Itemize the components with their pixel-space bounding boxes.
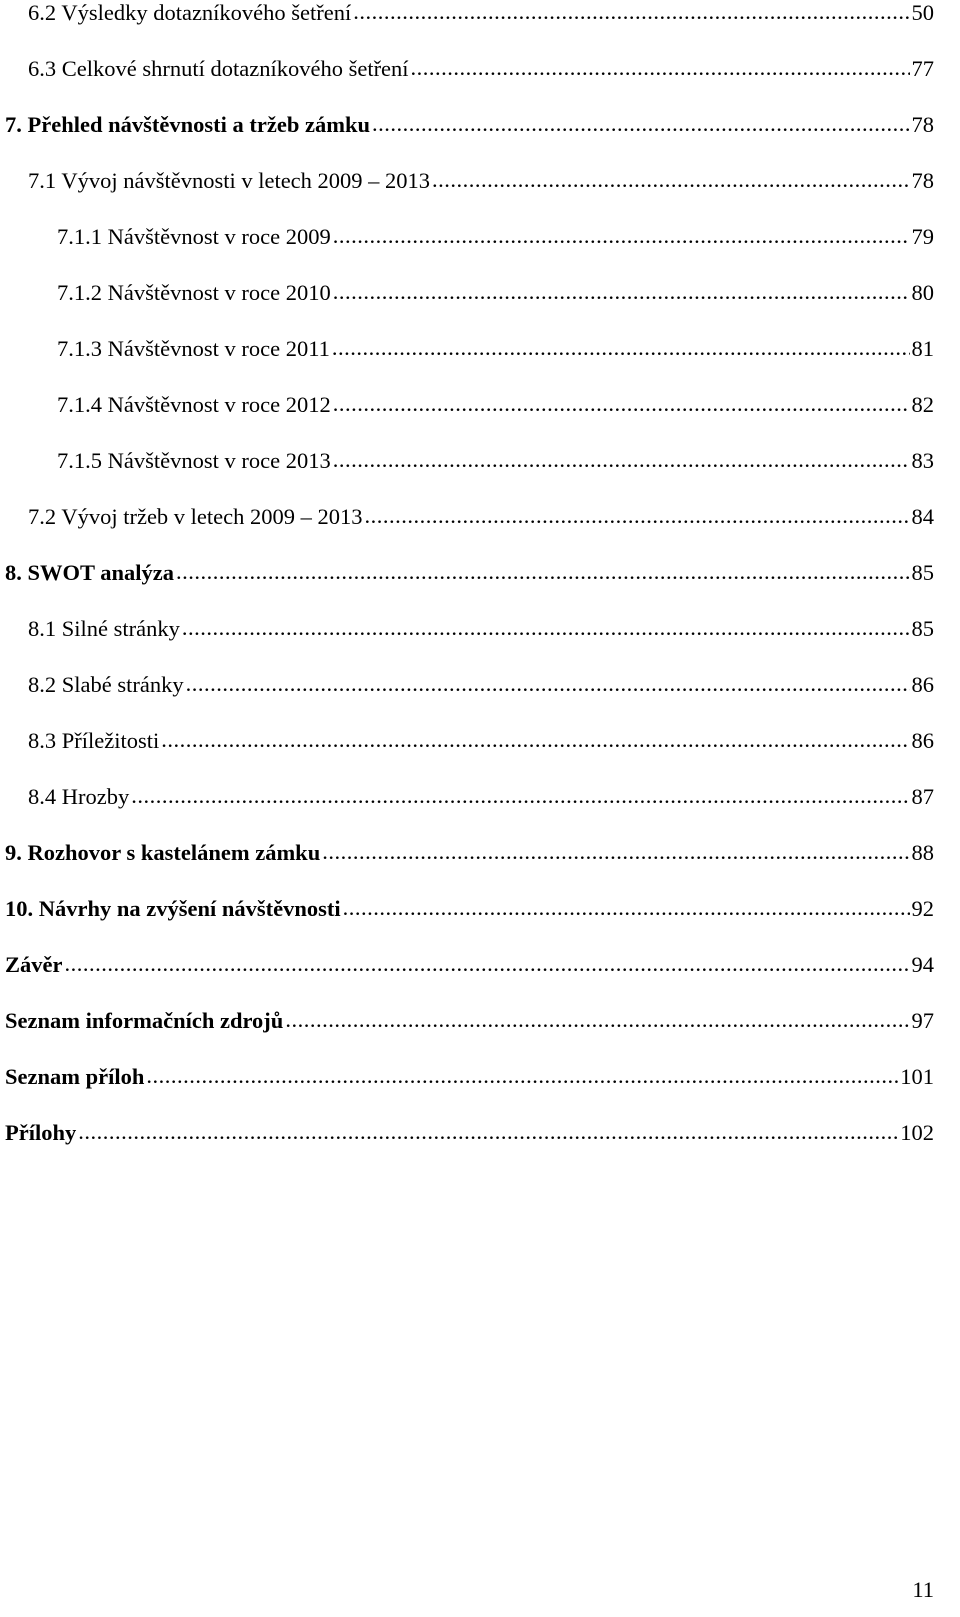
toc-dot-leader (146, 1061, 898, 1091)
toc-dot-leader (285, 1005, 909, 1035)
toc-entry[interactable] (0, 558, 934, 588)
toc-entry-page: 80 (911, 280, 934, 305)
toc-entry-title: 7. Přehled návštěvnosti a tržeb zámku (5, 112, 370, 137)
toc-dot-leader (176, 557, 910, 587)
toc-entry-title: 7.1.3 Návštěvnost v roce 2011 (57, 336, 330, 361)
toc-dot-leader (372, 109, 910, 139)
toc-dot-leader (432, 165, 909, 195)
toc-entry[interactable] (0, 0, 934, 28)
toc-entry-page: 78 (911, 168, 934, 193)
toc-dot-leader (333, 221, 910, 251)
toc-entry-page: 92 (911, 896, 934, 921)
toc-entry[interactable] (0, 1006, 934, 1036)
toc-entry-page: 79 (911, 224, 934, 249)
toc-dot-leader (322, 837, 909, 867)
toc-entry-title: 7.1.4 Návštěvnost v roce 2012 (57, 392, 331, 417)
toc-entry-title: 7.1.1 Návštěvnost v roce 2009 (57, 224, 331, 249)
toc-entry-page: 77 (911, 56, 934, 81)
toc-entry-title: 7.1 Vývoj návštěvnosti v letech 2009 – 2013 (28, 168, 431, 193)
toc-entry-page: 86 (911, 672, 934, 697)
toc-entry-title: 8. SWOT analýza (5, 560, 174, 585)
toc-entry-title: 6.3 Celkové shrnutí dotazníkového šetření (28, 56, 409, 81)
toc-entry[interactable] (0, 390, 934, 420)
toc-entry-page: 87 (911, 784, 934, 809)
toc-entry-page: 82 (911, 392, 934, 417)
toc-dot-leader (131, 781, 909, 811)
toc-dot-leader (333, 277, 910, 307)
toc-entry[interactable] (0, 166, 934, 196)
toc-entry-page: 88 (911, 840, 934, 865)
toc-dot-leader (332, 333, 910, 363)
toc-entry-page: 101 (900, 1064, 934, 1089)
toc-entry[interactable] (0, 110, 934, 140)
toc-dot-leader (333, 389, 910, 419)
toc-dot-leader (343, 893, 910, 923)
toc-dot-leader (365, 501, 910, 531)
toc-entry-title: 6.2 Výsledky dotazníkového šetření (28, 0, 352, 25)
toc-entry[interactable] (0, 54, 934, 84)
toc-entry-page: 85 (911, 560, 934, 585)
toc-entry-title: 8.4 Hrozby (28, 784, 130, 809)
toc-entry-title: 7.1.2 Návštěvnost v roce 2010 (57, 280, 331, 305)
toc-entry-page: 85 (911, 616, 934, 641)
toc-entry-title: 7.2 Vývoj tržeb v letech 2009 – 2013 (28, 504, 363, 529)
toc-entry[interactable] (0, 726, 934, 756)
toc-entry-title: 8.1 Silné stránky (28, 616, 180, 641)
toc-entry-title: 9. Rozhovor s kastelánem zámku (5, 840, 321, 865)
toc-dot-leader (411, 53, 910, 83)
toc-dot-leader (186, 669, 910, 699)
toc-entry-page: 81 (911, 336, 934, 361)
toc-entry[interactable] (0, 782, 934, 812)
toc-entry-page: 102 (900, 1120, 934, 1145)
toc-entry-title: Seznam příloh (5, 1064, 145, 1089)
toc-entry-title: Závěr (5, 952, 63, 977)
toc-entry[interactable] (0, 334, 934, 364)
toc-dot-leader (64, 949, 909, 979)
toc-entry-page: 83 (911, 448, 934, 473)
toc-entry[interactable] (0, 894, 934, 924)
toc-dot-leader (333, 445, 910, 475)
toc-entry[interactable] (0, 950, 934, 980)
toc-entry-title: Seznam informačních zdrojů (5, 1008, 284, 1033)
toc-entry[interactable] (0, 838, 934, 868)
toc-entry-page: 50 (911, 0, 934, 25)
toc-dot-leader (78, 1117, 898, 1147)
toc-entry[interactable] (0, 222, 934, 252)
toc-entry-page: 86 (911, 728, 934, 753)
toc-entry-page: 97 (911, 1008, 934, 1033)
toc-dot-leader (353, 0, 909, 27)
toc-entry[interactable] (0, 446, 934, 476)
toc-entry[interactable] (0, 502, 934, 532)
page-number: 11 (912, 1577, 934, 1602)
toc-entry-title: Přílohy (5, 1120, 77, 1145)
toc-entry-title: 8.3 Příležitosti (28, 728, 160, 753)
toc-entry[interactable] (0, 278, 934, 308)
toc-entry-page: 84 (911, 504, 934, 529)
toc-entry-title: 10. Návrhy na zvýšení návštěvnosti (5, 896, 341, 921)
toc-dot-leader (161, 725, 909, 755)
toc-dot-leader (182, 613, 910, 643)
toc-entry[interactable] (0, 1118, 934, 1148)
toc-entry-title: 7.1.5 Návštěvnost v roce 2013 (57, 448, 331, 473)
toc-entry[interactable] (0, 1062, 934, 1092)
toc-entry-page: 78 (911, 112, 934, 137)
toc-entry[interactable] (0, 670, 934, 700)
toc-entry[interactable] (0, 614, 934, 644)
toc-entry-page: 94 (911, 952, 934, 977)
toc-entry-title: 8.2 Slabé stránky (28, 672, 184, 697)
